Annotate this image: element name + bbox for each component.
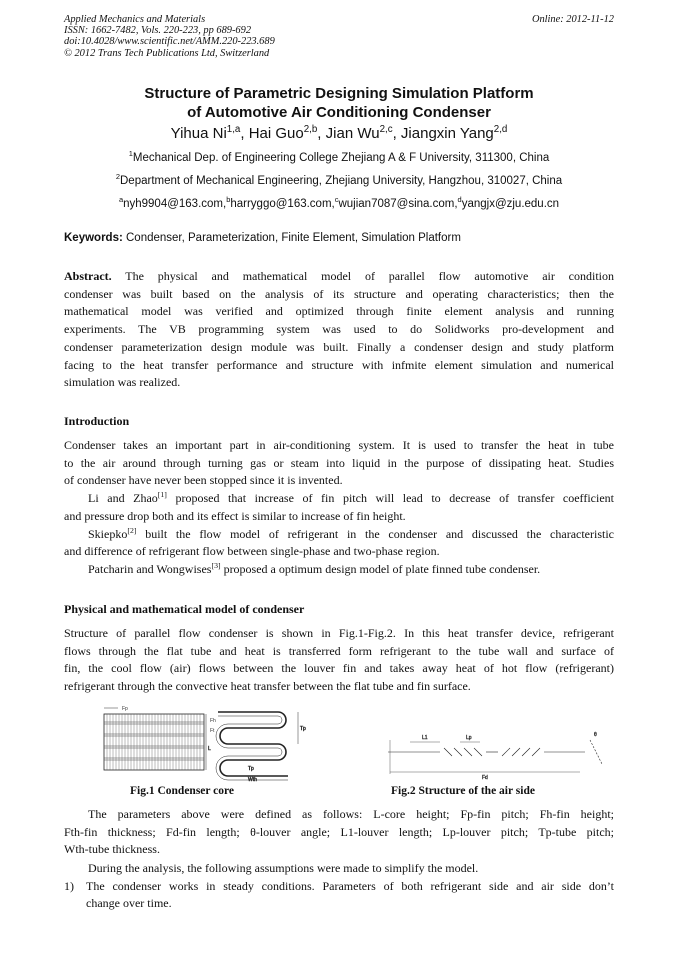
fin-bank bbox=[104, 706, 216, 770]
title-line-1: Structure of Parametric Designing Simulation Platform bbox=[144, 85, 534, 102]
section-heading-introduction: Introduction bbox=[64, 414, 130, 428]
abstract bbox=[64, 268, 614, 392]
author: Jian Wu$^{2,c}$, bbox=[325, 124, 401, 142]
online-date: Online: 2012-11-12 bbox=[531, 14, 614, 25]
keywords bbox=[64, 231, 616, 246]
paragraph-line: Condenser takes an important part in air-conditioning system. It is used to transfer the heat in tube bbox=[64, 438, 614, 452]
email[interactable]: nyh9904@163.com, bbox=[123, 198, 227, 210]
email[interactable]: yangjx@zju.edu.cn bbox=[461, 198, 560, 210]
citation[interactable]: [2] bbox=[127, 525, 137, 535]
title-line-2: of Automotive Air Conditioning Condenser bbox=[187, 104, 491, 121]
abstract-line: mathematical model was verified and optimized through finite element analysis and running bbox=[64, 304, 614, 319]
figure-1-caption: Fig.1 Condenser core bbox=[130, 785, 235, 797]
affiliation: $^2$Department of Mechanical Engineering, Zhejiang University, Hangzhou, 310027, China bbox=[115, 172, 563, 187]
abstract-label: Abstract. bbox=[64, 269, 112, 283]
list-line: The condenser works in steady conditions. Parameters of both refrigerant side and air side don’t bbox=[86, 878, 614, 893]
figure-2-caption: Fig.2 Structure of the air side bbox=[391, 785, 535, 797]
abstract-line: condenser parameterization design module was built. Finally a condenser design and study platform bbox=[64, 339, 614, 354]
theta-label: θ bbox=[594, 732, 597, 738]
email-list: $^a$nyh9904@163.com,$^b$harryggo@163.com,$^c$wujian7087@sina.com,$^d$yangjx@zju.edu.cn bbox=[118, 195, 560, 210]
paragraph-line: of condenser have never been stopped since it is invented. bbox=[64, 473, 343, 488]
doi-line: doi:10.4028/www.scientific.net/AMM.220-223.689 bbox=[64, 36, 275, 48]
paragraph-line: Wth-tube thickness. bbox=[64, 842, 160, 857]
author-list bbox=[0, 125, 678, 143]
tp-label: Tp bbox=[300, 726, 306, 732]
l-label: L bbox=[208, 746, 211, 752]
fd-label: Fd bbox=[482, 775, 488, 780]
paragraph-line: refrigerant through the convective heat transfer between the flat tube and fin surface. bbox=[64, 679, 471, 694]
journal-header bbox=[64, 14, 464, 59]
physical-model-body bbox=[64, 625, 614, 696]
author: Jiangxin Yang$^{2,d}$ bbox=[400, 124, 508, 142]
paragraph-line: Fth-fin thickness; Fd-fin length; θ-louver angle; L1-louver length; Lp-louver pitch; Tp-tube pitch; bbox=[64, 824, 614, 839]
condenser-core-figure bbox=[98, 702, 328, 782]
ft-label: Ft bbox=[210, 728, 215, 734]
email[interactable]: harryggo@163.com, bbox=[230, 198, 335, 210]
keywords-text: Condenser, Parameterization, Finite Element, Simulation Platform bbox=[126, 232, 461, 244]
keywords-label: Keywords: bbox=[64, 232, 123, 244]
lp-label: Lp bbox=[466, 735, 472, 741]
paragraph-line: fin, the cool flow (air) flows between the louver fin and takes away heat of hot flow (refrigerant) bbox=[64, 661, 614, 676]
list-item bbox=[64, 878, 614, 913]
affiliations bbox=[0, 150, 678, 219]
paragraph-line: Li and Zhao[1] proposed that increase of fin pitch will lead to decrease of transfer coefficient bbox=[88, 490, 614, 506]
list-number: 1) bbox=[64, 878, 74, 893]
paragraph-line: Skiepko[2] built the flow model of refrigerant in the condenser and discussed the characteristic bbox=[88, 525, 614, 541]
paragraph-line: Structure of parallel flow condenser is shown in Fig.1-Fig.2. In this heat transfer device, refrigerant bbox=[64, 626, 614, 640]
assumptions-intro: During the analysis, the following assumptions were made to simplify the model. bbox=[88, 861, 479, 875]
parameter-definitions bbox=[64, 806, 614, 859]
abstract-line: Abstract. The physical and mathematical model of parallel flow automotive air condition bbox=[64, 269, 614, 283]
citation[interactable]: [1] bbox=[157, 490, 167, 500]
abstract-line: experiments. The VB programming system was used to do Solidworks pro-development and bbox=[64, 322, 614, 337]
air-side-figure bbox=[380, 718, 610, 780]
section-heading-physical-model: Physical and mathematical model of condenser bbox=[64, 602, 305, 616]
abstract-line: simulation was realized. bbox=[64, 375, 181, 390]
email[interactable]: wujian7087@sina.com, bbox=[338, 198, 458, 210]
citation[interactable]: [3] bbox=[211, 560, 221, 570]
paragraph-line: Patcharin and Wongwises[3] proposed a optimum design model of plate finned tube condenser. bbox=[88, 560, 541, 576]
list-line: change over time. bbox=[86, 896, 172, 911]
affiliation: $^1$Mechanical Dep. of Engineering College Zhejiang A & F University, 311300, China bbox=[128, 149, 550, 164]
abstract-line: condenser was built based on the analysis of its structure and operating characteristics; then the bbox=[64, 286, 614, 301]
abstract-line: facing to the heat transfer performance and structure with infmite element simulation and numerical bbox=[64, 357, 614, 372]
wth-label: Wth bbox=[248, 777, 257, 782]
paragraph-line: and difference of refrigerant flow between single-phase and two-phase region. bbox=[64, 544, 440, 559]
assumptions bbox=[64, 860, 614, 913]
paper-title bbox=[0, 84, 678, 122]
introduction-body bbox=[64, 437, 614, 579]
author: Yihua Ni$^{1,a}$, bbox=[170, 124, 249, 142]
issn-line: ISSN: 1662-7482, Vols. 220-223, pp 689-692 bbox=[64, 25, 252, 37]
paragraph-line: to the air around through turning gas or steam into liquid in the purpose of dissipating heat. Studies bbox=[64, 455, 614, 470]
fh-label: Fh bbox=[210, 718, 216, 724]
paragraph-line: The parameters above were defined as follows: L-core height; Fp-fin pitch; Fh-fin height; bbox=[88, 807, 614, 821]
journal-name: Applied Mechanics and Materials bbox=[64, 14, 206, 25]
tp-bottom-label: Tp bbox=[248, 766, 254, 772]
paragraph-line: flows through the flat tube and heat is transferred form refrigerant to the tube wall and surface of bbox=[64, 643, 614, 658]
paragraph-line: and pressure drop both and its effect is similar to increase of fin height. bbox=[64, 508, 406, 523]
l1-label: L1 bbox=[422, 735, 428, 741]
author: Hai Guo$^{2,b}$, bbox=[248, 124, 326, 142]
copyright-line: © 2012 Trans Tech Publications Ltd, Switzerland bbox=[64, 47, 270, 59]
fp-label: Fp bbox=[122, 706, 128, 712]
louver-profile bbox=[388, 740, 602, 764]
